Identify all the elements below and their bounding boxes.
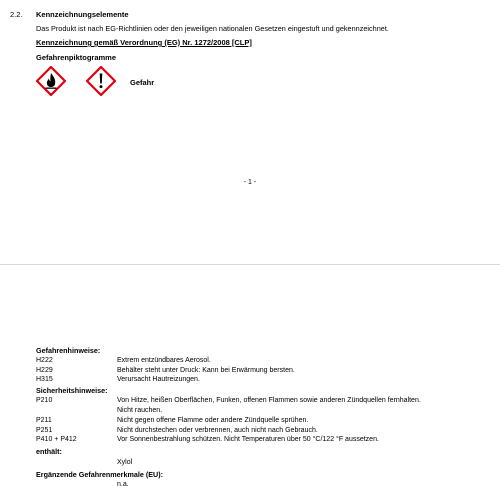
hazard-statements-heading: Gefahrenhinweise: — [36, 346, 101, 355]
precaution-code: P211 — [36, 417, 52, 424]
clp-heading: Kennzeichnung gemäß Verordnung (EG) Nr. 1272/2008 [CLP] — [36, 38, 252, 47]
pictograms-heading: Gefahrenpiktogramme — [36, 53, 117, 62]
hazard-text: Behälter steht unter Druck: Kann bei Erwärmung bersten. — [117, 366, 295, 374]
contains-value: Xylol — [117, 459, 133, 466]
precaution-code: P410 + P412 — [36, 436, 77, 443]
page-break-divider — [0, 264, 500, 265]
contains-heading: enthält: — [36, 447, 62, 456]
precaution-text: Nicht gegen offene Flamme oder andere Zündquelle sprühen. — [117, 417, 309, 424]
precautionary-statements-heading: Sicherheitshinweise: — [36, 386, 108, 395]
flame-icon — [36, 66, 66, 96]
page-number: - 1 - — [243, 179, 257, 186]
precaution-code: P210 — [36, 397, 53, 404]
hazard-text: Extrem entzündbares Aerosol. — [117, 357, 211, 364]
exclamation-mark-icon — [86, 66, 116, 96]
section-title: Kennzeichnungselemente — [36, 10, 129, 19]
precaution-text: Vor Sonnenbestrahlung schützen. Nicht Temperaturen über 50 °C/122 °F aussetzen. — [117, 436, 379, 443]
section-number: 2.2. — [10, 10, 23, 19]
supplementary-heading: Ergänzende Gefahrenmerkmale (EU): — [36, 470, 164, 479]
hazard-code: H315 — [36, 376, 53, 383]
precaution-text: Von Hitze, heißen Oberflächen, Funken, offenen Flammen sowie anderen Zündquellen fernhalten. — [117, 397, 421, 404]
precaution-text: Nicht durchstechen oder verbrennen, auch nicht nach Gebrauch. — [117, 426, 318, 434]
hazard-code: H222 — [36, 357, 53, 364]
hazard-code: H229 — [36, 366, 53, 374]
precaution-text-continued: Nicht rauchen. — [117, 406, 163, 414]
precaution-code: P251 — [36, 426, 53, 434]
supplementary-value: n.a. — [117, 481, 129, 488]
section-intro: Das Produkt ist nach EG-Richtlinien oder den jeweiligen nationalen Gesetzen eingestuft und gekennzeichnet. — [36, 24, 389, 33]
hazard-text: Verursacht Hautreizungen. — [117, 376, 200, 383]
signal-word: Gefahr — [130, 78, 155, 87]
